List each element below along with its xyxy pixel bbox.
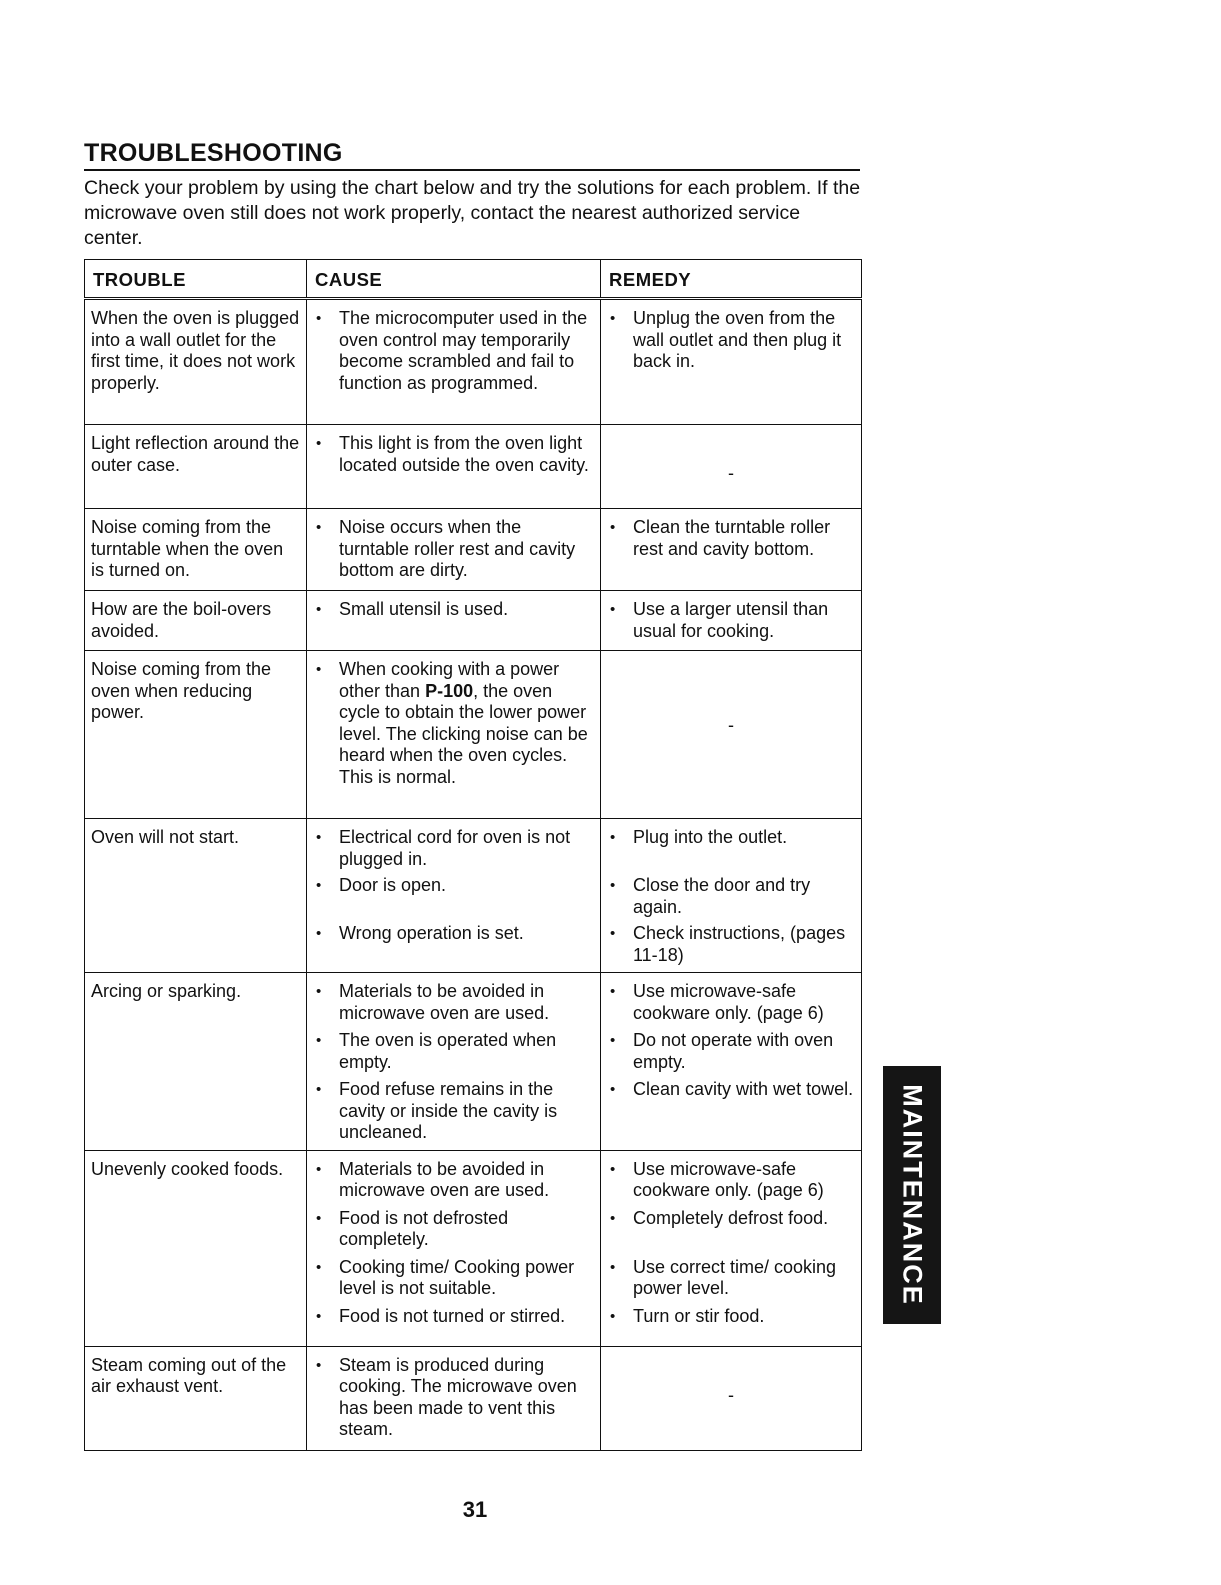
bullet-icon: • — [610, 601, 616, 618]
maintenance-side-tab — [883, 1066, 941, 1324]
bullet-icon: • — [316, 1160, 322, 1178]
trouble-cell: Oven will not start. — [85, 819, 307, 973]
intro-text: Check your problem by using the chart below and try the solutions for each problem. If the microwave oven still does not work properly, contact the nearest authorized service center. — [84, 177, 861, 249]
bullet-icon: • — [316, 310, 322, 327]
table-row — [85, 509, 862, 591]
cause-cell — [307, 1150, 601, 1346]
page-title: TROUBLESHOOTING — [84, 138, 860, 171]
remedy-dash: - — [728, 1384, 734, 1405]
bullet-icon: • — [316, 435, 322, 452]
trouble-cell: Unevenly cooked foods. — [85, 1150, 307, 1346]
trouble-cell: Noise coming from the turntable when the oven is turned on. — [85, 509, 307, 591]
bullet-icon: • — [316, 1209, 322, 1227]
cause-item: • Door is open. — [316, 875, 447, 895]
cause-cell — [307, 591, 601, 651]
bullet-icon: • — [610, 1032, 616, 1049]
cause-item: • Food refuse remains in the cavity or inside the cavity is uncleaned. — [316, 1079, 558, 1142]
remedy-item: • Completely defrost food. — [610, 1207, 829, 1228]
troubleshooting-table — [84, 259, 862, 1451]
bullet-icon: • — [610, 1307, 616, 1325]
cause-item: • Cooking time/ Cooking power level is not suitable. — [316, 1256, 575, 1298]
cause-cell — [307, 299, 601, 425]
table-header-row — [85, 260, 862, 299]
trouble-cell: Arcing or sparking. — [85, 973, 307, 1151]
bullet-icon: • — [610, 1209, 616, 1227]
remedy-item: • Clean the turntable roller rest and cavity bottom. — [610, 517, 831, 559]
bullet-icon: • — [610, 925, 616, 942]
cause-item: • The microcomputer used in the oven control may temporarily become scrambled and fail to function as programmed. — [316, 308, 588, 393]
bullet-icon: • — [316, 1307, 322, 1325]
bullet-icon: • — [316, 601, 322, 618]
page-number: 31 — [462, 1497, 488, 1522]
table-row — [85, 299, 862, 425]
table-row — [85, 973, 862, 1151]
table-row — [85, 1346, 862, 1450]
bullet-icon: • — [316, 983, 322, 1000]
remedy-item: • Clean cavity with wet towel. — [610, 1079, 854, 1099]
trouble-cell: Noise coming from the oven when reducing power. — [85, 651, 307, 819]
remedy-item: • Do not operate with oven empty. — [610, 1030, 834, 1072]
header-remedy: REMEDY — [601, 260, 862, 299]
header-cause: CAUSE — [307, 260, 601, 299]
cause-cell — [307, 819, 601, 973]
cause-cell — [307, 651, 601, 819]
bullet-icon: • — [316, 1258, 322, 1276]
trouble-cell: Steam coming out of the air exhaust vent. — [85, 1346, 307, 1450]
bullet-icon: • — [610, 310, 616, 327]
remedy-cell — [601, 509, 862, 591]
remedy-item: • Use correct time/ cooking power level. — [610, 1256, 837, 1298]
cause-cell — [307, 1346, 601, 1450]
table-row — [85, 591, 862, 651]
remedy-item: • Close the door and try again. — [610, 875, 811, 917]
remedy-cell — [601, 299, 862, 425]
side-tab-label: MAINTENANCE — [897, 1084, 928, 1306]
bullet-icon: • — [316, 1032, 322, 1049]
bullet-icon: • — [610, 829, 616, 846]
remedy-item: • Plug into the outlet. — [610, 827, 788, 847]
cause-item: • When cooking with a power other than P-100, the oven cycle to obtain the lower power level. The clicking noise can be heard when the oven cycles. This is normal. — [316, 659, 588, 787]
bullet-icon: • — [316, 925, 322, 942]
remedy-item: • Use a larger utensil than usual for cooking. — [610, 599, 829, 641]
cause-cell — [307, 973, 601, 1151]
cause-item: • Electrical cord for oven is not plugged in. — [316, 827, 571, 869]
bullet-icon: • — [316, 519, 322, 536]
cause-cell — [307, 425, 601, 509]
remedy-item: • Use microwave-safe cookware only. (page 6) — [610, 981, 824, 1023]
cause-item: • Wrong operation is set. — [316, 923, 524, 943]
remedy-cell — [601, 973, 862, 1151]
remedy-cell — [601, 819, 862, 973]
bullet-icon: • — [610, 519, 616, 536]
trouble-cell: Light reflection around the outer case. — [85, 425, 307, 509]
table-row — [85, 425, 862, 509]
cause-cell — [307, 509, 601, 591]
remedy-cell — [601, 651, 862, 819]
power-level-label: P-100 — [425, 680, 474, 701]
remedy-cell — [601, 1150, 862, 1346]
remedy-dash: - — [728, 463, 734, 483]
bullet-icon: • — [610, 1081, 616, 1098]
cause-item: • Noise occurs when the turntable roller rest and cavity bottom are dirty. — [316, 517, 576, 580]
cause-item: • Materials to be avoided in microwave oven are used. — [316, 981, 550, 1023]
remedy-cell — [601, 591, 862, 651]
remedy-item: • Turn or stir food. — [610, 1305, 765, 1326]
bullet-icon: • — [316, 829, 322, 846]
trouble-cell: How are the boil-overs avoided. — [85, 591, 307, 651]
remedy-item: • Use microwave-safe cookware only. (page 6) — [610, 1158, 824, 1200]
table-row — [85, 819, 862, 973]
bullet-icon: • — [316, 1081, 322, 1098]
remedy-item: • Check instructions, (pages 11-18) — [610, 923, 846, 965]
cause-item: • Food is not defrosted completely. — [316, 1207, 509, 1249]
cause-item: • This light is from the oven light located outside the oven cavity. — [316, 433, 589, 475]
bullet-icon: • — [610, 1160, 616, 1178]
remedy-cell — [601, 425, 862, 509]
bullet-icon: • — [610, 877, 616, 894]
remedy-dash: - — [728, 715, 734, 735]
trouble-cell: When the oven is plugged into a wall outlet for the first time, it does not work properly. — [85, 299, 307, 425]
cause-item: • Materials to be avoided in microwave oven are used. — [316, 1158, 550, 1200]
header-trouble: TROUBLE — [85, 260, 307, 299]
cause-item: • Small utensil is used. — [316, 599, 509, 619]
cause-item: • Food is not turned or stirred. — [316, 1305, 566, 1326]
bullet-icon: • — [316, 1356, 322, 1374]
remedy-item: • Unplug the oven from the wall outlet and then plug it back in. — [610, 308, 842, 371]
table-row — [85, 651, 862, 819]
bullet-icon: • — [316, 877, 322, 894]
table-row — [85, 1150, 862, 1346]
cause-item: • The oven is operated when empty. — [316, 1030, 557, 1072]
cause-item: • Steam is produced during cooking. The microwave oven has been made to vent this steam. — [316, 1354, 577, 1439]
bullet-icon: • — [316, 661, 322, 678]
remedy-cell — [601, 1346, 862, 1450]
bullet-icon: • — [610, 983, 616, 1000]
bullet-icon: • — [610, 1258, 616, 1276]
